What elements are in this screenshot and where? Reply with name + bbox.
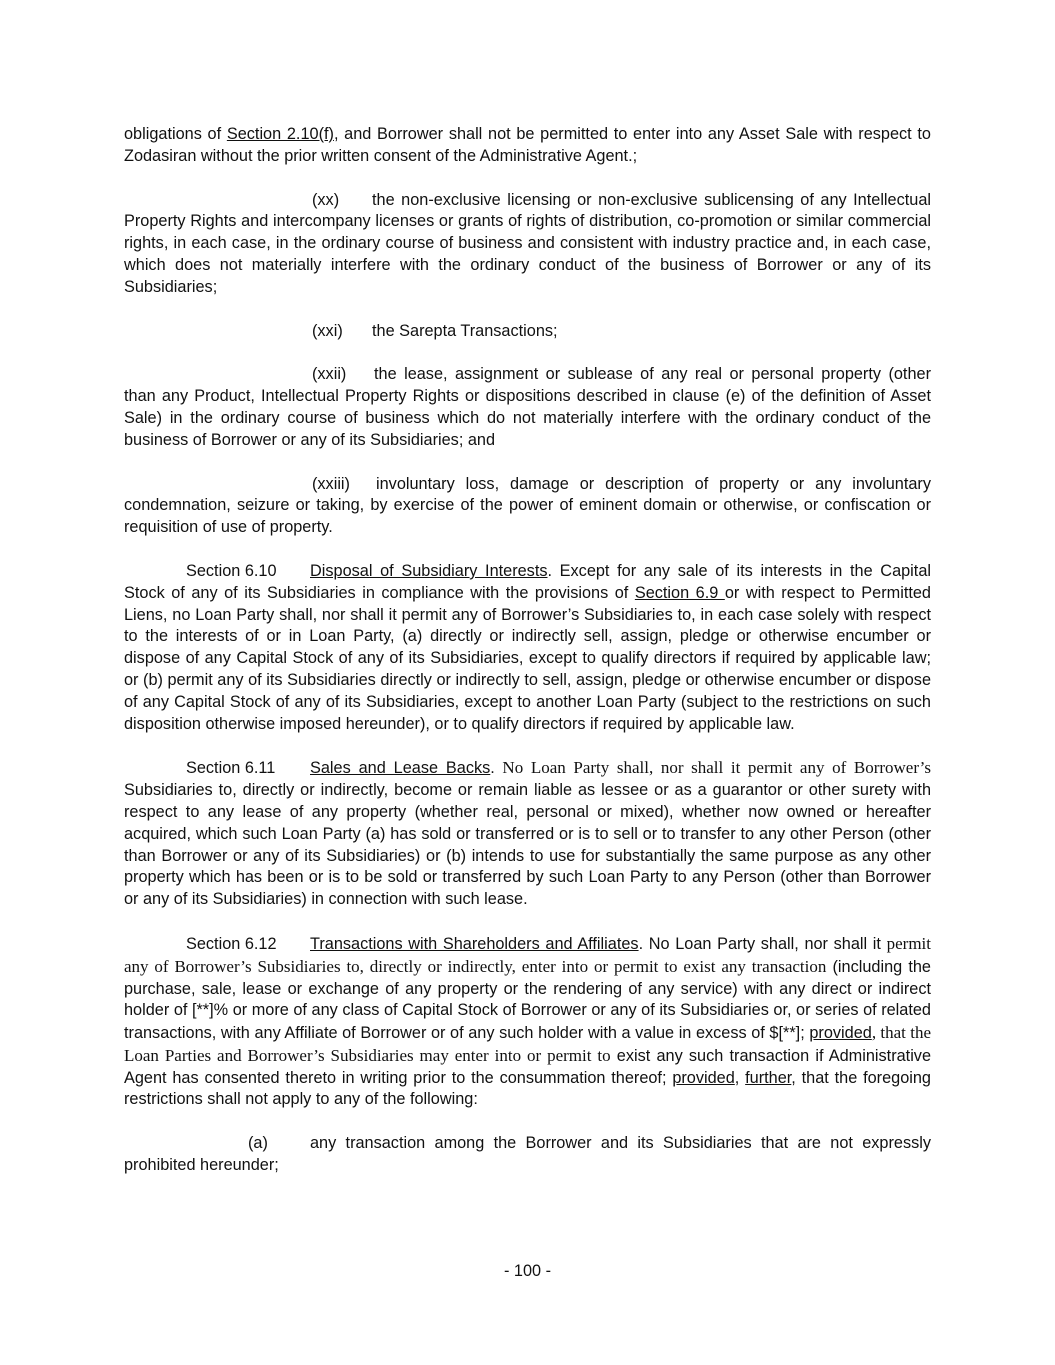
section-text: . No Loan Party shall, nor shall it <box>638 934 887 953</box>
section-title: Sales and Lease Backs <box>310 759 491 778</box>
section-number: Section 6.12 <box>186 934 277 953</box>
paragraph-text: obligations of <box>124 125 227 143</box>
clause-xxi <box>124 321 931 343</box>
section-6-11 <box>124 757 931 911</box>
clause-xxii <box>124 364 931 451</box>
section-6-12 <box>124 933 931 1111</box>
clause-text: involuntary loss, damage or description of property or any involuntary condemnation, seizure or taking, by exercise of the power of eminent domain or otherwise, or confiscation or requisition of use of property. <box>124 474 931 537</box>
clause-xxiii <box>124 474 931 539</box>
clause-text: the lease, assignment or sublease of any real or personal property (other than any Product, Intellectual Property Rights or dispositions described in clause (e) of the definition of Asset Sale) in the ordinary course of business which do not materially interfere with the ordinary conduct of the business of Borrower or any of its Subsidiaries; and <box>124 365 931 449</box>
document-page <box>124 124 931 1199</box>
page-number: - 100 - <box>503 1262 552 1280</box>
provided-term: provided <box>809 1024 872 1043</box>
clause-xx <box>124 190 931 299</box>
section-title: Disposal of Subsidiary Interests <box>310 561 548 580</box>
section-text-serif: , that the Loan Parties and Borrower’s Subsidiaries may enter into or permit to <box>124 1023 931 1065</box>
clause-number: (a) <box>248 1134 268 1153</box>
clause-number: (xx) <box>312 190 340 209</box>
clause-text: the Sarepta Transactions; <box>372 321 558 340</box>
further-term: further <box>745 1068 792 1087</box>
provided-term: provided <box>672 1068 735 1087</box>
clause-number: (xxiii) <box>312 474 350 493</box>
section-text: . Except for any sale of its interests in the Capital Stock of any of its Subsidiaries in compliance with the provisions of <box>124 561 931 602</box>
clause-text: the non-exclusive licensing or non-exclusive sublicensing of any Intellectual Property Rights and intercompany licenses or grants of rights of distribution, co-promotion or similar commercial rights, in each case, in the ordinary course of business and consistent with industry practice and, in each case, which does not materially interfere with the ordinary conduct of the business of Borrower or any of its Subsidiaries; <box>124 190 931 296</box>
paragraph-continuation <box>124 124 931 168</box>
section-text: , <box>734 1068 746 1087</box>
section-number: Section 6.10 <box>186 561 277 580</box>
clause-number: (xxii) <box>312 365 347 384</box>
section-text-serif: permit any of Borrower’s Subsidiaries to, directly or indirectly, enter into or permit to exist any transaction <box>124 933 931 976</box>
clause-a <box>124 1133 931 1177</box>
section-title: Transactions with Shareholders and Affiliates <box>310 934 639 953</box>
paragraph-text: , and Borrower shall not be permitted to enter into any Asset Sale with respect to Zodasiran without the prior written consent of the Administrative Agent.; <box>124 125 931 165</box>
section-text: exist any such transaction if Administrative Agent has consented thereto in writing prior to the consummation thereof; <box>124 1046 932 1087</box>
section-text: Subsidiaries to, directly or indirectly, become or remain liable as lessee or as a guarantor or other surety with respect to any lease of any property (whether real, personal or mixed), whether now owned or hereafter acquired, which such Loan Party (a) has sold or transferred or is to sell or to transfer to any other Person (other than Borrower or any of its Subsidiaries) or (b) intends to use for substantially the same purpose as any other property which has been or is to be sold or transferred by such Loan Party to any Person (other than Borrower or any of its Subsidiaries) in connection with such lease. <box>124 781 931 909</box>
section-text: , that the foregoing restrictions shall not apply to any of the following: <box>124 1068 931 1109</box>
section-text: (including the purchase, sale, lease or exchange of any property or the rendering of any service) with any direct or indirect holder of [**]% or more of any class of Capital Stock of Borrower or any of its Subsidiaries or, or series of related transactions, with any Affiliate of Borrower or of any such holder with a value in excess of $[**]; <box>124 957 931 1043</box>
section-reference-link[interactable]: Section 6.9 <box>634 583 725 602</box>
clause-text: any transaction among the Borrower and its Subsidiaries that are not expressly prohibited hereunder; <box>124 1134 931 1175</box>
section-number: Section 6.11 <box>186 759 276 778</box>
section-text: . <box>490 759 495 778</box>
section-text: or with respect to Permitted Liens, no Loan Party shall, nor shall it permit any of Borrower’s Subsidiaries to, in each case solely with respect to the interests of or in Loan Party, (a) directly or indirectly sell, assign, pledge or otherwise encumber or dispose of any Capital Stock of any of its Subsidiaries, except to qualify directors if required by applicable law; or (b) permit any of its Subsidiaries directly or indirectly to sell, assign, pledge or otherwise encumber or dispose of any Capital Stock of any of its Subsidiaries, except to another Loan Party (subject to the restrictions on such disposition otherwise imposed hereunder), or to qualify directors if required by applicable law. <box>124 583 931 733</box>
section-text-serif: No Loan Party shall, nor shall it permit any of Borrower’s <box>494 758 931 778</box>
section-reference-link[interactable]: Section 2.10(f) <box>226 125 334 143</box>
section-6-10 <box>124 561 931 735</box>
clause-number: (xxi) <box>312 321 343 340</box>
